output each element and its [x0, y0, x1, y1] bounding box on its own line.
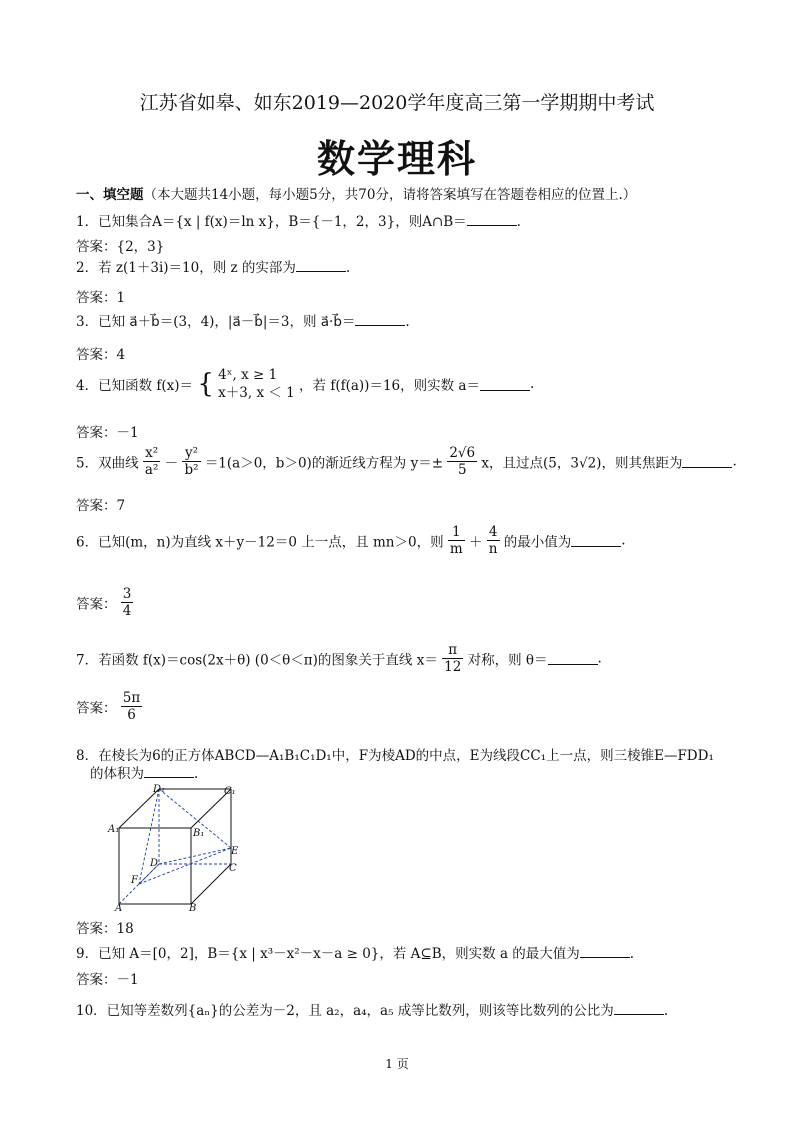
- answer-3: 答案：4: [76, 347, 126, 363]
- exam-subject-title: 数学理科: [316, 136, 477, 181]
- question-2: 2．若 z(1＋3i)＝10，则 z 的实部为 .: [76, 260, 351, 276]
- vertex-label-D: D: [150, 858, 159, 869]
- question-5: 5．双曲线 $\frac{\text{x²}}{\text{a²}}$ － $\frac{\text{y²}}{\text{b²}}$ ＝1(a＞0，b＞0)的渐近线方程为 y＝± $\frac{2√6}{5}$ x，且过点(5，3√2)，则其焦距为 .: [76, 445, 737, 478]
- brace-icon: {: [197, 369, 214, 399]
- question-10: 10．已知等差数列{aₙ}的公差为－2，且 a₂，a₄，a₅ 成等比数列，则该等比数列的公比为 .: [76, 1003, 669, 1019]
- vertex-label-A1: A₁: [108, 824, 120, 835]
- pyramid-edge: [159, 848, 231, 864]
- question-7: 7．若函数 f(x)＝cos(2x＋θ) (0＜θ＜π)的图象关于直线 x＝ $\frac{\pi}{12}$ 对称，则 θ＝ .: [76, 642, 602, 675]
- question-8: 8．在棱长为6的正方体ABCD—A₁B₁C₁D₁中，F为棱AD的中点，E为线段CC₁上一点，则三棱锥E—FDD₁: [76, 748, 714, 764]
- question-8-continued: 的体积为 .: [90, 766, 199, 782]
- exam-subtitle: 江苏省如皋、如东2019—2020学年度高三第一学期期中考试: [139, 92, 655, 114]
- vertex-label-F: F: [131, 875, 138, 886]
- page-number: 1 页: [385, 1057, 409, 1071]
- question-6: 6．已知(m，n)为直线 x＋y－12＝0 上一点，且 mn＞0，则 $\frac{1}{m}$ ＋ $\frac{4}{n}$ 的最小值为 .: [76, 524, 626, 557]
- answer-blank: [580, 945, 630, 958]
- answer-blank: [467, 213, 517, 226]
- piecewise-cases: 4ˣ, x ≥ 1 x＋3, x ＜ 1: [218, 367, 295, 401]
- fraction: $\frac{5\pi}{6}$: [122, 690, 141, 723]
- pyramid-edge: [139, 789, 159, 884]
- answer-blank: [480, 378, 530, 391]
- fraction: $\frac{\text{y²}}{\text{b²}}$: [184, 445, 199, 478]
- vertex-label-A: A: [115, 903, 123, 912]
- vertex-label-C: C: [229, 863, 237, 874]
- answer-blank: [144, 765, 194, 778]
- vertex-label-B1: B₁: [193, 828, 205, 839]
- vertex-label-D1: D₁: [153, 784, 166, 795]
- fraction: $\frac{2√6}{5}$: [449, 445, 476, 478]
- answer-8: 答案：18: [76, 921, 134, 937]
- answer-blank: [571, 534, 621, 547]
- section-instructions: （本大题共14小题，每小题5分，共70分，请将答案填写在答题卷相应的位置上.）: [143, 187, 637, 203]
- vertex-label-C1: C₁: [224, 786, 236, 797]
- answer-blank: [548, 652, 598, 665]
- answer-blank: [682, 455, 732, 468]
- section-heading: [76, 183, 636, 203]
- question-9: 9．已知 A＝[0，2]，B＝{x | x³－x²－x－a ≥ 0}，若 A⊆B，则实数 a 的最大值为 .: [76, 946, 635, 962]
- answer-blank: [296, 259, 346, 272]
- question-4: 4．已知函数 f(x)＝ { 4ˣ, x ≥ 1 x＋3, x ＜ 1 ，若 f(f(a))＝16，则实数 a＝ .: [76, 367, 535, 401]
- pyramid-edge: [159, 789, 231, 848]
- fraction: $\frac{3}{4}$: [122, 586, 132, 619]
- fraction: $\frac{4}{n}$: [488, 524, 498, 557]
- fraction: $\frac{\pi}{12}$: [444, 642, 462, 675]
- fraction: $\frac{\text{x²}}{\text{a²}}$: [144, 445, 159, 478]
- answer-5: 答案：7: [76, 498, 126, 514]
- answer-blank: [614, 1002, 664, 1015]
- question-1: 1．已知集合A＝{x | f(x)＝ln x}，B＝{－1，2，3}，则A∩B＝ .: [76, 214, 521, 230]
- vertex-label-B: B: [189, 903, 197, 912]
- answer-6: 答案： $\frac{3}{4}$: [76, 586, 132, 619]
- fraction: $\frac{1}{m}$: [449, 524, 463, 557]
- answer-7: 答案： $\frac{5\pi}{6}$: [76, 690, 141, 723]
- answer-1: 答案：{2，3}: [76, 239, 165, 255]
- answer-4: 答案：－1: [76, 425, 139, 441]
- answer-blank: [355, 313, 405, 326]
- cube-diagram: [105, 784, 245, 912]
- answer-2: 答案：1: [76, 290, 126, 306]
- section-title: 一、填空题: [76, 187, 144, 203]
- answer-9: 答案：－1: [76, 972, 139, 988]
- vertex-label-E: E: [231, 846, 239, 857]
- cube-edge: [191, 864, 231, 904]
- question-3: 3．已知 a⃗＋b⃗＝(3，4)，|a⃗－b⃗|＝3，则 a⃗·b⃗＝ .: [76, 314, 410, 330]
